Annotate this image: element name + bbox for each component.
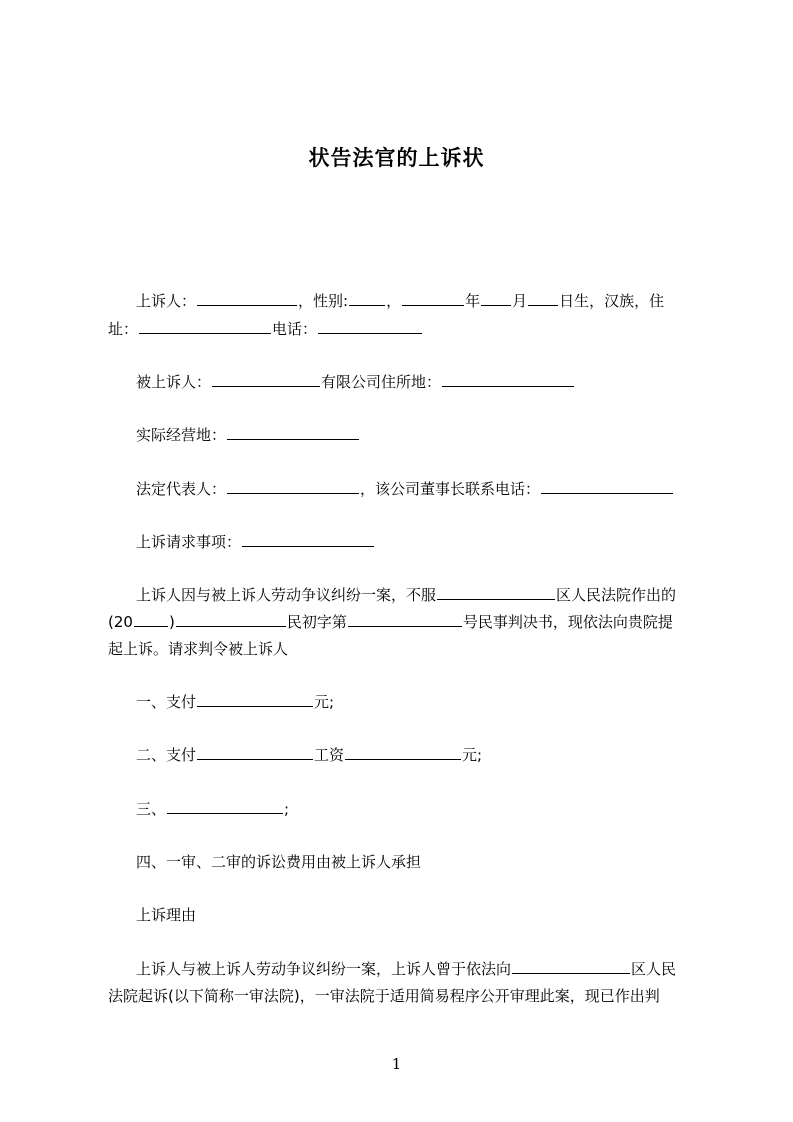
item2-blank-2 [345, 744, 461, 760]
chair-phone-blank [541, 478, 673, 494]
gender-label: ，性别: [298, 292, 349, 310]
day-tail-label: 日生，汉族，住 [559, 292, 665, 310]
address-label: 址： [108, 320, 139, 338]
request-item-4 [108, 851, 736, 873]
requests-line [108, 531, 736, 553]
item3-blank [167, 798, 283, 814]
reason-court-blank [512, 958, 630, 974]
case-court-blank [176, 611, 286, 627]
reason-para-text-1a: 上诉人与被上诉人劳动争议纠纷一案，上诉人曾于依法向 [136, 960, 512, 978]
business-place-label: 实际经营地： [136, 426, 227, 444]
reason-para-line-1 [108, 958, 736, 980]
case-para-line-1 [108, 584, 736, 606]
phone-blank [318, 318, 422, 334]
company-address-label: 有限公司住所地： [321, 373, 442, 391]
case-para-line-2 [108, 611, 708, 633]
case-year-close: ) [168, 613, 175, 631]
appellant-line-2 [108, 318, 708, 340]
case-para-line-3 [108, 638, 708, 660]
legal-rep-line [108, 478, 736, 500]
case-para-text-1a: 上诉人因与被上诉人劳动争议纠纷一案，不服 [136, 586, 437, 604]
appellee-name-blank [212, 371, 320, 387]
appellant-label: 上诉人： [136, 292, 197, 310]
reason-para-line-2 [108, 985, 708, 1007]
month-label: 月 [512, 292, 528, 310]
comma-text: ， [386, 292, 402, 310]
chair-phone-label: ，该公司董事长联系电话： [360, 480, 541, 498]
case-para-text-3: 起上诉。请求判令被上诉人 [108, 640, 289, 658]
birth-month-blank [481, 290, 511, 306]
reason-heading [108, 904, 736, 926]
case-number-label: 民初字第 [286, 613, 347, 631]
request-item-3 [108, 798, 736, 820]
reason-para-text-1b: 区人民 [631, 960, 677, 978]
appellant-name-blank [197, 290, 297, 306]
district-court-blank [437, 584, 555, 600]
business-place-blank [227, 424, 359, 440]
item1-unit: 元; [314, 693, 335, 711]
legal-rep-blank [227, 478, 359, 494]
page-number: 1 [391, 1055, 402, 1073]
business-place-line [108, 424, 736, 446]
case-year-prefix: (20 [108, 613, 133, 631]
legal-rep-label: 法定代表人： [136, 480, 227, 498]
reason-para-text-2: 法院起诉(以下简称一审法院)，一审法院于适用简易程序公开审理此案，现已作出判 [108, 987, 660, 1005]
case-para-text-2d: 号民事判决书，现依法向贵院提 [462, 613, 673, 631]
request-item-2 [108, 744, 736, 766]
company-address-blank [442, 371, 574, 387]
requests-blank [242, 531, 374, 547]
appellee-label: 被上诉人： [136, 373, 212, 391]
item3-label: 三、 [136, 800, 167, 818]
phone-label: 电话： [272, 320, 318, 338]
appellant-line-1 [108, 290, 736, 312]
birth-year-blank [402, 290, 464, 306]
item2-blank-1 [197, 744, 313, 760]
appellee-line [108, 371, 736, 393]
item1-label: 一、支付 [136, 693, 197, 711]
item2-wage-label: 工资 [314, 746, 345, 764]
item2-unit: 元; [462, 746, 483, 764]
case-number-blank [348, 611, 462, 627]
item2-label: 二、支付 [136, 746, 197, 764]
reason-heading-text: 上诉理由 [136, 906, 197, 924]
item4-text: 四、一审、二审的诉讼费用由被上诉人承担 [136, 853, 422, 871]
requests-label: 上诉请求事项： [136, 533, 242, 551]
case-para-text-1b: 区人民法院作出的 [556, 586, 677, 604]
item1-blank [197, 691, 313, 707]
gender-blank [349, 290, 385, 306]
case-year-blank [134, 611, 168, 627]
birth-day-blank [528, 290, 558, 306]
request-item-1 [108, 691, 736, 713]
document-title: 状告法官的上诉状 [308, 146, 485, 170]
item3-end: ; [284, 800, 290, 818]
year-label: 年 [465, 292, 481, 310]
address-blank [139, 318, 271, 334]
